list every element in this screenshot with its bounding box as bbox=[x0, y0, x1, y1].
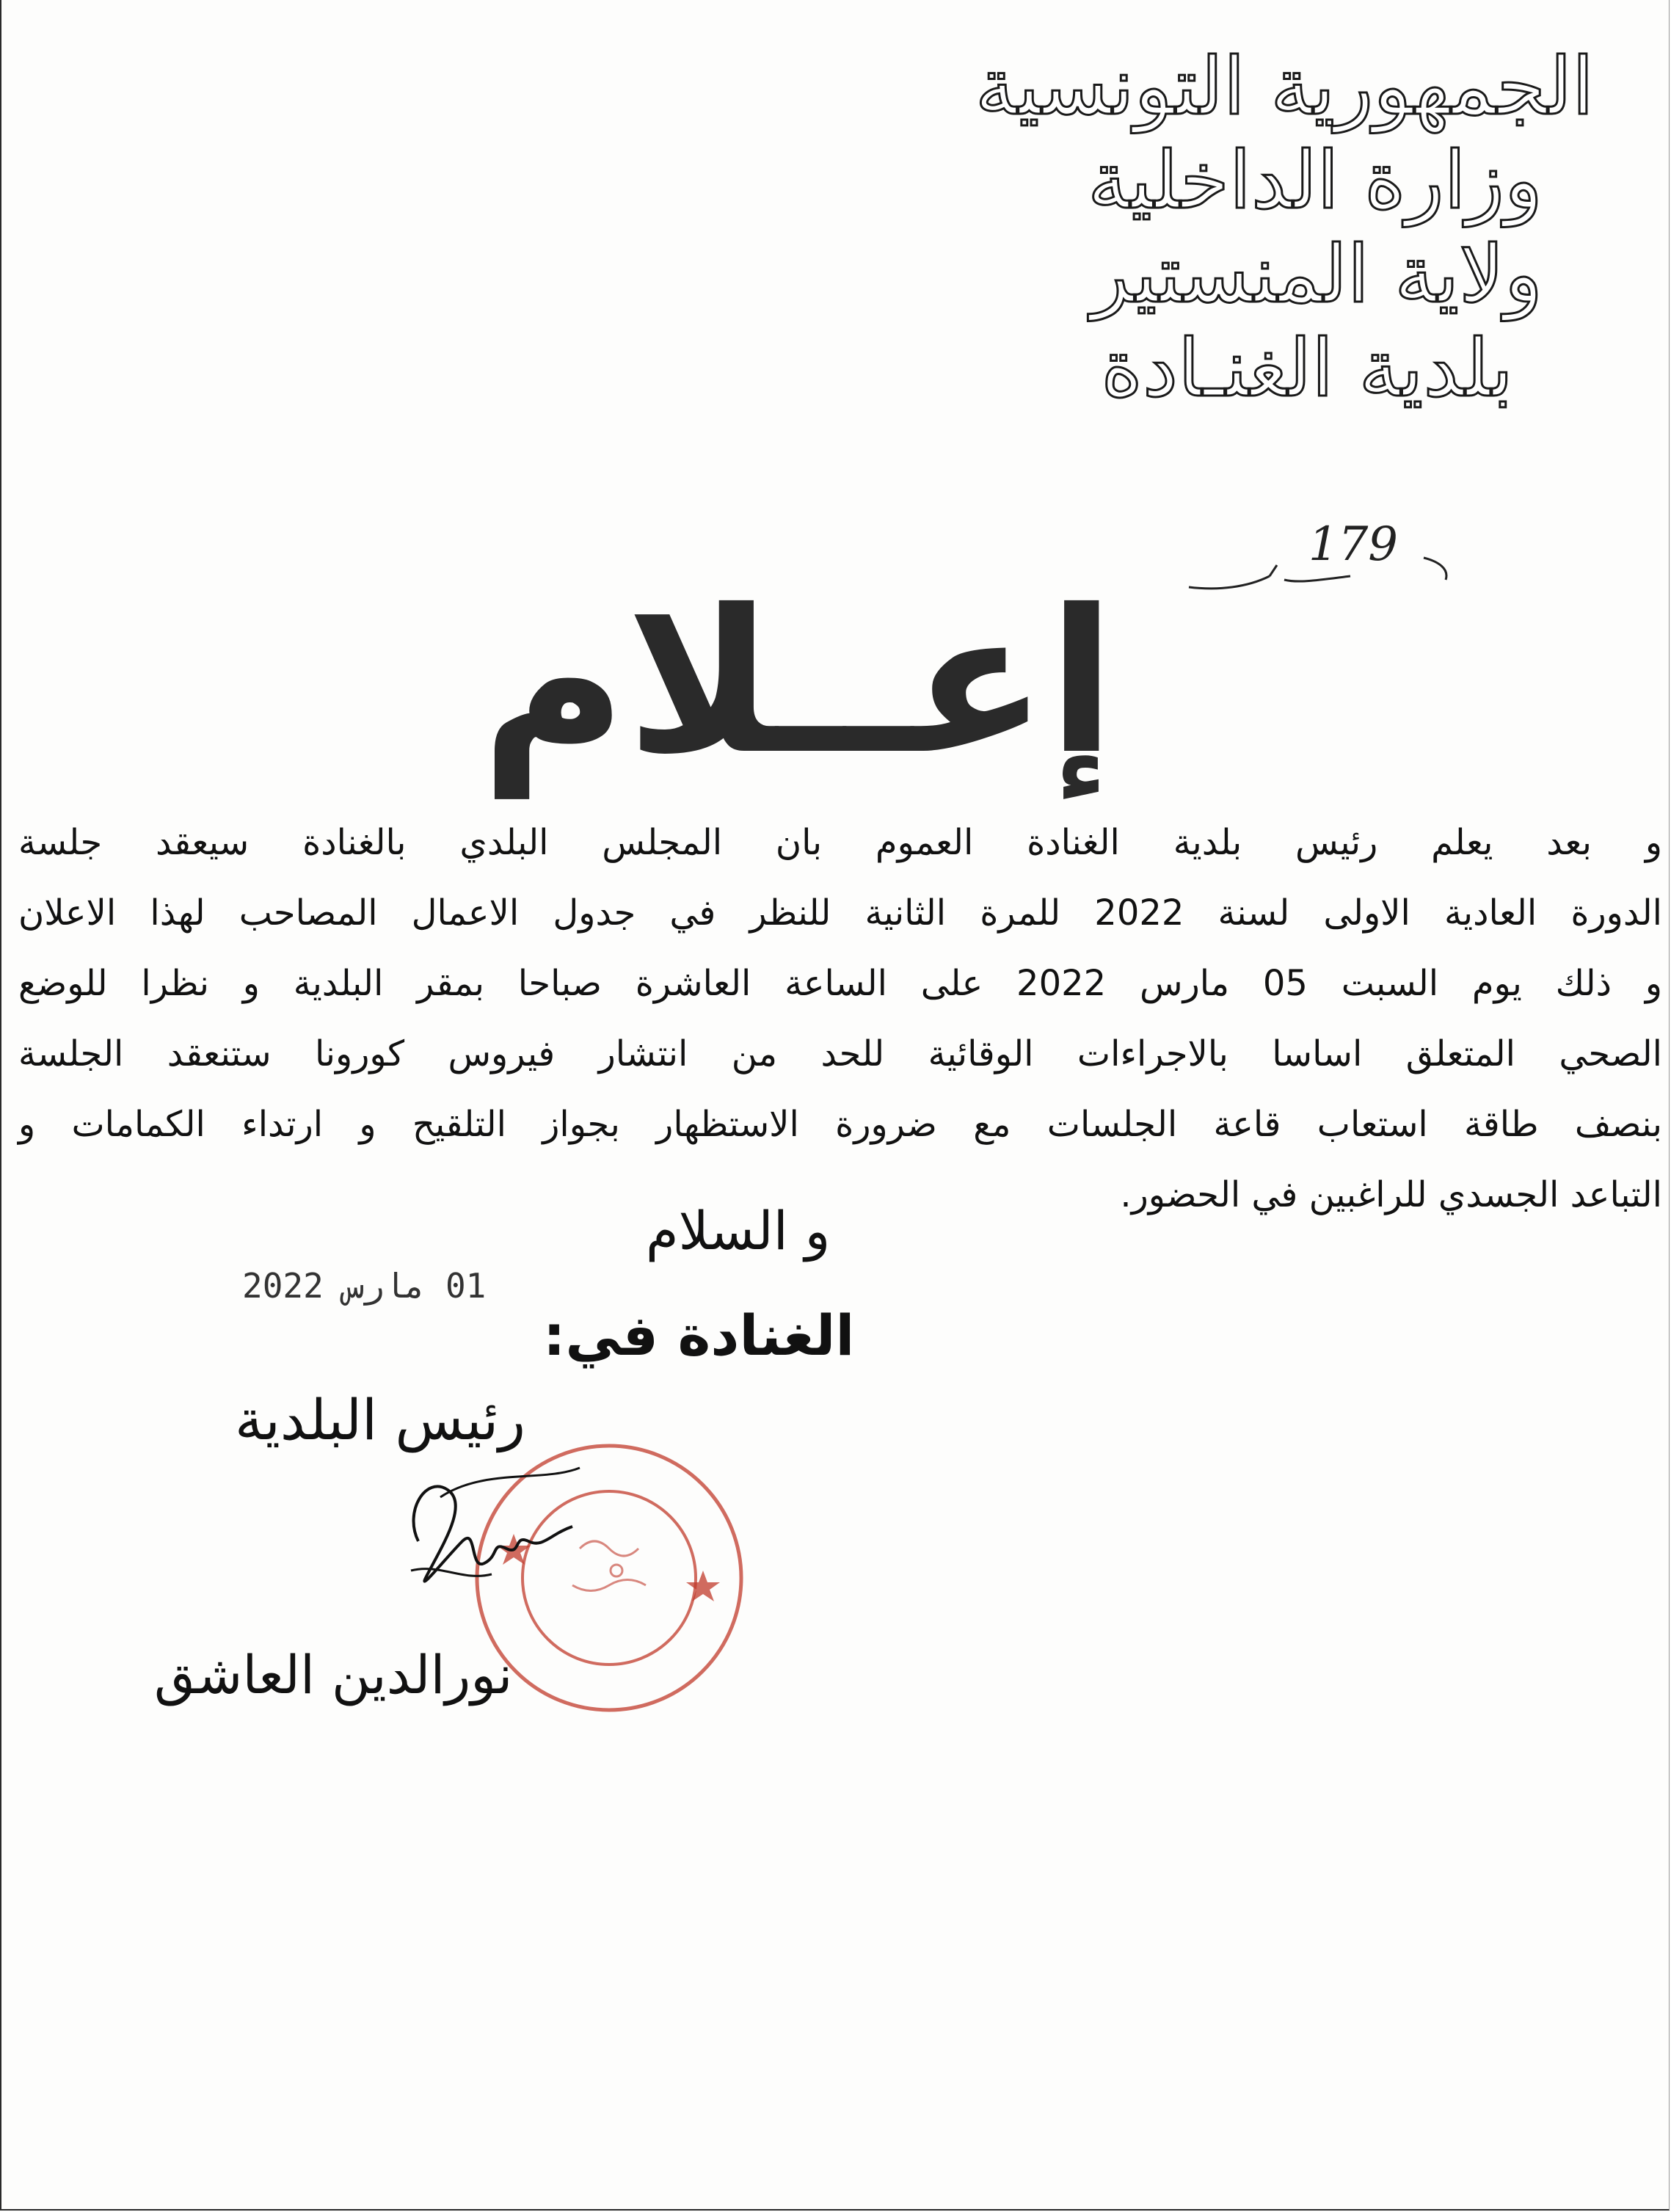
signatory-title: رئيس البلدية bbox=[235, 1387, 525, 1452]
signature bbox=[396, 1453, 587, 1615]
reference-number-value: 179 bbox=[1308, 517, 1398, 572]
body-line-4: الصحي المتعلق اساسا بالاجراءات الوقائية للحد من انتشار فيروس كورونا ستنعقد الجلسة bbox=[18, 1033, 1662, 1074]
date-stamp: 01 مارس 2022 bbox=[242, 1266, 487, 1306]
document-title: إعــلام bbox=[481, 567, 1115, 798]
letterhead-governorate: ولاية المنستير bbox=[1091, 229, 1543, 321]
body-line-2: الدورة العادية الاولى لسنة 2022 للمرة الثانية للنظر في جدول الاعمال المصاحب لهذا الاعلان bbox=[18, 892, 1662, 934]
signatory-name: نورالدين العاشق bbox=[154, 1644, 513, 1706]
body-line-6: التباعد الجسدي للراغبين في الحضور. bbox=[1120, 1174, 1662, 1215]
letterhead-republic: الجمهورية التونسية bbox=[975, 41, 1594, 133]
body-line-1: و بعد يعلم رئيس بلدية الغنادة العموم بان المجلس البلدي بالغنادة سيعقد جلسة bbox=[18, 822, 1662, 863]
body-line-3: و ذلك يوم السبت 05 مارس 2022 على الساعة العاشرة صباحا بمقر البلدية و نظرا للوضع bbox=[18, 963, 1663, 1004]
place-and-date-label: الغنادة في: bbox=[543, 1303, 855, 1368]
letterhead-municipality: بلدية الغنـادة bbox=[1101, 323, 1513, 415]
body-line-5: بنصف طاقة استعاب قاعة الجلسات مع ضرورة الاستظهار بجواز التلقيح و ارتداء الكمامات و bbox=[18, 1104, 1662, 1145]
announcement-body bbox=[18, 807, 1662, 1230]
letterhead bbox=[860, 40, 1594, 416]
reference-number bbox=[1174, 517, 1468, 605]
letterhead-ministry: وزارة الداخلية bbox=[1088, 135, 1543, 227]
salutation: و السلام bbox=[646, 1200, 831, 1262]
